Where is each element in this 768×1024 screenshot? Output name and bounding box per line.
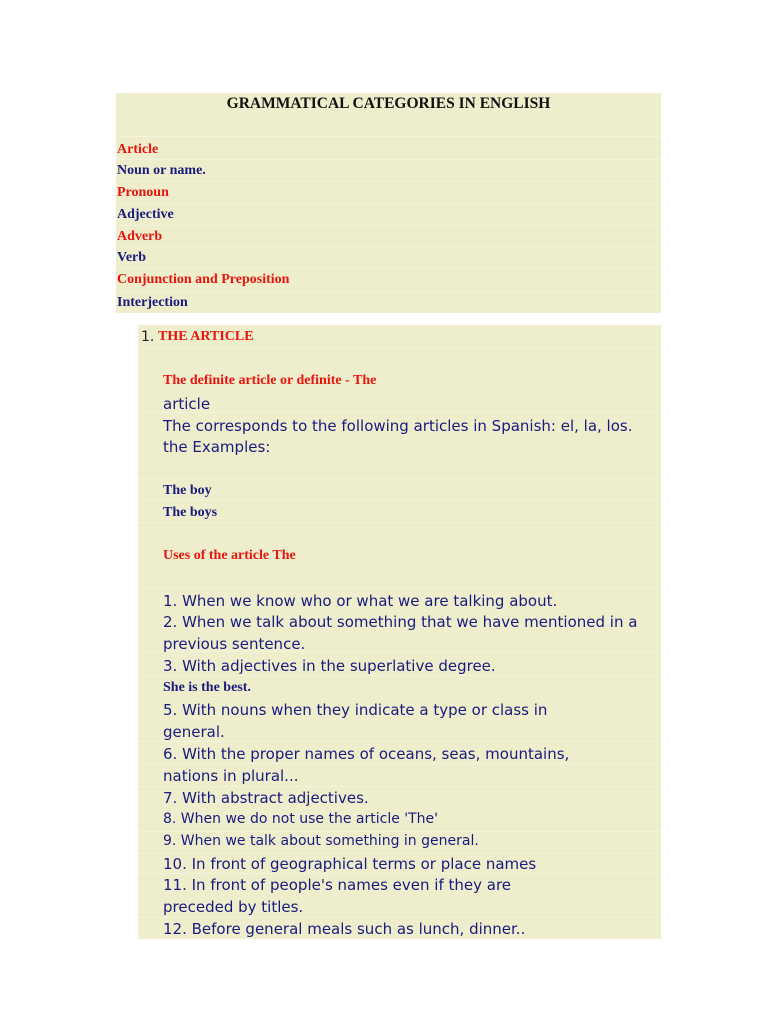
category-article: Article — [117, 142, 159, 157]
use-item: 2. When we talk about something that we have mentioned in a — [163, 613, 638, 631]
use-item: 12. Before general meals such as lunch, dinner.. — [163, 920, 526, 938]
row-divider — [116, 181, 661, 182]
row-divider — [138, 478, 661, 479]
row-divider — [116, 159, 661, 160]
row-divider — [138, 347, 661, 348]
use-item: 7. With abstract adjectives. — [163, 789, 369, 807]
examples-label: the Examples: — [163, 438, 271, 456]
definite-article-heading: The definite article or definite - The — [163, 373, 377, 388]
use-item: 11. In front of people's names even if they are — [163, 876, 512, 894]
use-item: 9. When we talk about something in general. — [163, 833, 479, 849]
row-divider — [138, 522, 661, 523]
row-divider — [138, 831, 661, 832]
use-item: previous sentence. — [163, 635, 306, 653]
category-noun: Noun or name. — [117, 163, 206, 178]
use-item: nations in plural... — [163, 767, 299, 785]
row-divider — [138, 741, 661, 742]
row-divider — [138, 763, 661, 764]
row-divider — [138, 853, 661, 854]
row-divider — [138, 500, 661, 501]
use-item: 6. With the proper names of oceans, seas, mountains, — [163, 745, 570, 763]
row-divider — [116, 203, 661, 204]
category-pronoun: Pronoun — [117, 185, 169, 200]
example-the-boys: The boys — [163, 505, 218, 520]
row-divider — [138, 675, 661, 676]
row-divider — [116, 246, 661, 247]
section-number: 1. — [141, 329, 155, 345]
use-item: 10. In front of geographical terms or place names — [163, 855, 537, 873]
category-adjective: Adjective — [117, 207, 174, 222]
example-the-boy: The boy — [163, 483, 212, 498]
row-divider — [116, 291, 661, 292]
uses-heading: Uses of the article The — [163, 548, 296, 563]
use-item: general. — [163, 723, 225, 741]
corresponds-text: The corresponds to the following articles in Spanish: el, la, los. — [163, 417, 633, 435]
row-divider — [138, 917, 661, 918]
row-divider — [116, 225, 661, 226]
row-divider — [138, 412, 661, 413]
use-item: 5. With nouns when they indicate a type or class in — [163, 701, 548, 719]
use-item: 8. When we do not use the article 'The' — [163, 811, 439, 827]
row-divider — [138, 786, 661, 787]
row-divider — [138, 873, 661, 874]
row-divider — [116, 268, 661, 269]
category-verb: Verb — [117, 250, 147, 265]
page-title: GRAMMATICAL CATEGORIES IN ENGLISH — [226, 95, 551, 112]
use-item: preceded by titles. — [163, 898, 304, 916]
row-divider — [138, 587, 661, 588]
use-item: 1. When we know who or what we are talking about. — [163, 592, 558, 610]
category-conjunction: Conjunction and Preposition — [117, 272, 290, 287]
row-divider — [116, 136, 661, 137]
use-item: 3. With adjectives in the superlative degree. — [163, 657, 496, 675]
category-adverb: Adverb — [117, 229, 163, 244]
section-heading: THE ARTICLE — [158, 329, 254, 344]
category-interjection: Interjection — [117, 295, 188, 310]
categories-box — [116, 93, 661, 313]
use-example: She is the best. — [163, 680, 251, 695]
definite-article-heading-cont: article — [163, 395, 211, 413]
